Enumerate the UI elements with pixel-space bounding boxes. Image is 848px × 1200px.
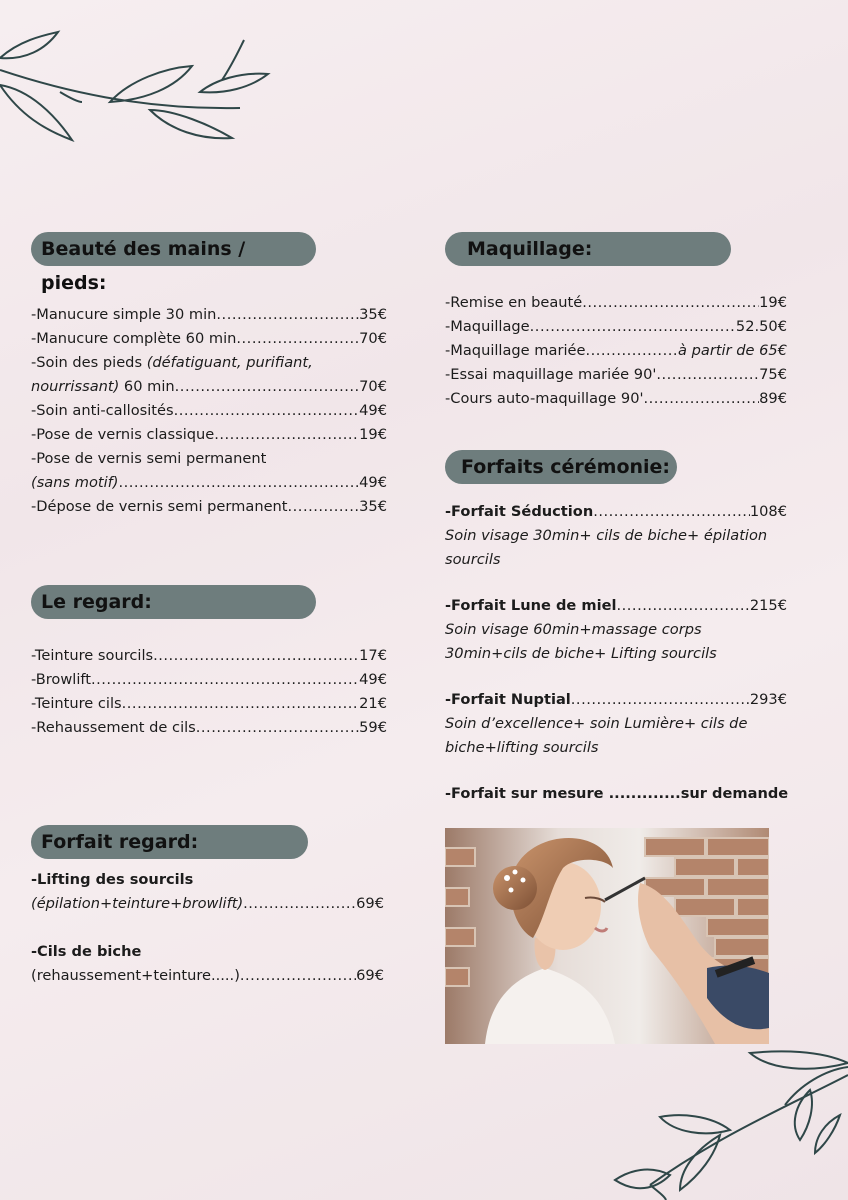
list-item: -Dépose de vernis semi permanent ..... 35€ — [31, 495, 387, 519]
list-item: -Browlift ..... 49€ — [31, 668, 387, 692]
list-item: -Manucure simple 30 min ..... 35€ — [31, 303, 387, 327]
forfait-regard-list — [31, 868, 384, 988]
list-item-description: 30min+cils de biche+ Lifting sourcils — [445, 645, 717, 662]
list-item-description: sourcils — [445, 551, 501, 568]
list-item: -Maquillage ..... 52.50€ — [445, 315, 787, 339]
mains-list — [31, 303, 387, 519]
list-item: -Forfait Séduction ..... 108€ — [445, 500, 787, 524]
list-item: (rehaussement+teinture.....) ..... 69€ — [31, 964, 384, 988]
list-item: -Pose de vernis classique ..... 19€ — [31, 423, 387, 447]
list-item: -Forfait sur mesure .............sur demande — [445, 785, 789, 802]
list-item: -Cils de biche — [31, 943, 142, 960]
list-item-description: Soin visage 30min+ cils de biche+ épilation — [445, 527, 768, 544]
maquillage-list — [445, 291, 787, 411]
regard-list — [31, 644, 387, 740]
section-title-maquillage: Maquillage: — [445, 232, 731, 266]
list-item: -Teinture cils ..... 21€ — [31, 692, 387, 716]
list-item: -Pose de vernis semi permanent — [31, 450, 267, 467]
list-item-description: Soin visage 60min+massage corps — [445, 621, 702, 638]
list-item: -Forfait Nuptial ..... 293€ — [445, 688, 787, 712]
list-item: nourrissant) 60 min ..... 70€ — [31, 375, 387, 399]
list-item: -Soin anti-callosités ..... 49€ — [31, 399, 387, 423]
list-item: (sans motif) ..... 49€ — [31, 471, 387, 495]
section-title-mains: Beauté des mains / pieds: — [31, 232, 316, 266]
list-item: -Maquillage mariée ..... à partir de 65€ — [445, 339, 787, 363]
list-item: (épilation+teinture+browlift) ..... 69€ — [31, 892, 384, 916]
list-item-description: biche+lifting sourcils — [445, 739, 599, 756]
list-item: -Manucure complète 60 min ..... 70€ — [31, 327, 387, 351]
section-title-forfait-regard: Forfait regard: — [31, 825, 308, 859]
list-item: -Soin des pieds (défatiguant, purifiant, — [31, 354, 313, 371]
list-item: -Essai maquillage mariée 90' ..... 75€ — [445, 363, 787, 387]
leaf-branch-icon — [0, 30, 280, 150]
section-title-ceremonie: Forfaits cérémonie: — [445, 450, 677, 484]
list-item: -Cours auto-maquillage 90' ..... 89€ — [445, 387, 787, 411]
ceremonie-list — [445, 500, 787, 806]
list-item: -Lifting des sourcils — [31, 871, 194, 888]
list-item-description: Soin d’excellence+ soin Lumière+ cils de — [445, 715, 748, 732]
list-item: -Forfait Lune de miel ..... 215€ — [445, 594, 787, 618]
leaf-branch-icon — [610, 1045, 848, 1200]
list-item: -Remise en beauté ..... 19€ — [445, 291, 787, 315]
section-title-regard: Le regard: — [31, 585, 316, 619]
bride-makeup-photo — [445, 828, 769, 1044]
list-item: -Rehaussement de cils ..... 59€ — [31, 716, 387, 740]
list-item: -Teinture sourcils ..... 17€ — [31, 644, 387, 668]
